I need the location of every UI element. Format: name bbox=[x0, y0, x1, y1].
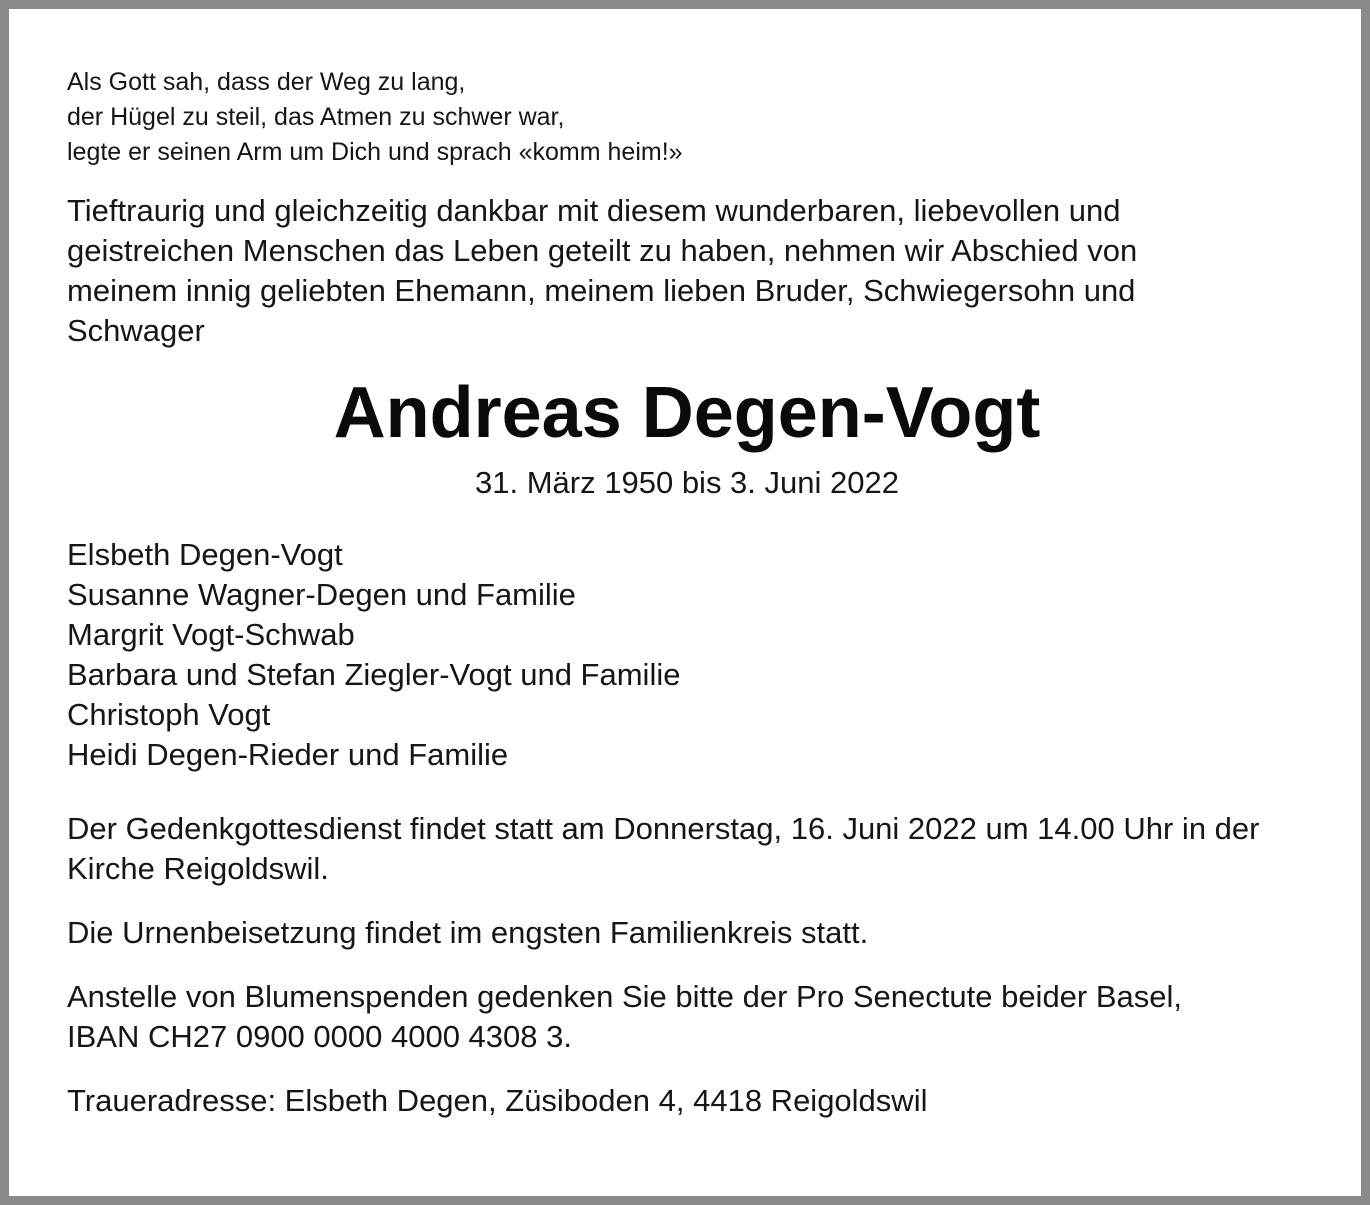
verse-line: legte er seinen Arm um Dich und sprach «komm heim!» bbox=[67, 138, 683, 166]
mourner-name: Elsbeth Degen-Vogt bbox=[67, 537, 343, 572]
obituary-content bbox=[67, 65, 1307, 1121]
intro-paragraph: Tieftraurig und gleichzeitig dankbar mit diesem wunderbaren, liebevollen und geistreichen Menschen das Leben geteilt zu haben, nehmen wir Abschied von meinem innig geliebten Ehemann, meinem lieben Bruder, Schwiegersohn und Schwager bbox=[67, 193, 1138, 348]
life-dates: 31. März 1950 bis 3. Juni 2022 bbox=[475, 465, 899, 500]
memorial-verse bbox=[67, 65, 1307, 170]
deceased-name: Andreas Degen-Vogt bbox=[333, 373, 1041, 453]
mourner-name: Christoph Vogt bbox=[67, 697, 271, 732]
mourner-name: Barbara und Stefan Ziegler-Vogt und Familie bbox=[67, 657, 681, 692]
verse-line: Als Gott sah, dass der Weg zu lang, bbox=[67, 68, 466, 96]
service-announcement: Der Gedenkgottesdienst findet statt am Donnerstag, 16. Juni 2022 um 14.00 Uhr in der Kirche Reigoldswil. bbox=[67, 811, 1260, 886]
mourning-address: Traueradresse: Elsbeth Degen, Züsiboden 4, 4418 Reigoldswil bbox=[67, 1083, 928, 1118]
donation-iban: IBAN CH27 0900 0000 4000 4308 3. bbox=[67, 1019, 572, 1054]
donation-note bbox=[67, 977, 1247, 1057]
mourner-name: Heidi Degen-Rieder und Familie bbox=[67, 737, 509, 772]
mourner-name: Susanne Wagner-Degen und Familie bbox=[67, 577, 576, 612]
mourners-list bbox=[67, 535, 1307, 775]
urn-burial-note: Die Urnenbeisetzung findet im engsten Familienkreis statt. bbox=[67, 915, 869, 950]
verse-line: der Hügel zu steil, das Atmen zu schwer war, bbox=[67, 103, 565, 131]
mourner-name: Margrit Vogt-Schwab bbox=[67, 617, 355, 652]
obituary-page bbox=[9, 9, 1361, 1196]
donation-text: Anstelle von Blumenspenden gedenken Sie bitte der Pro Senectute beider Basel, bbox=[67, 979, 1183, 1014]
